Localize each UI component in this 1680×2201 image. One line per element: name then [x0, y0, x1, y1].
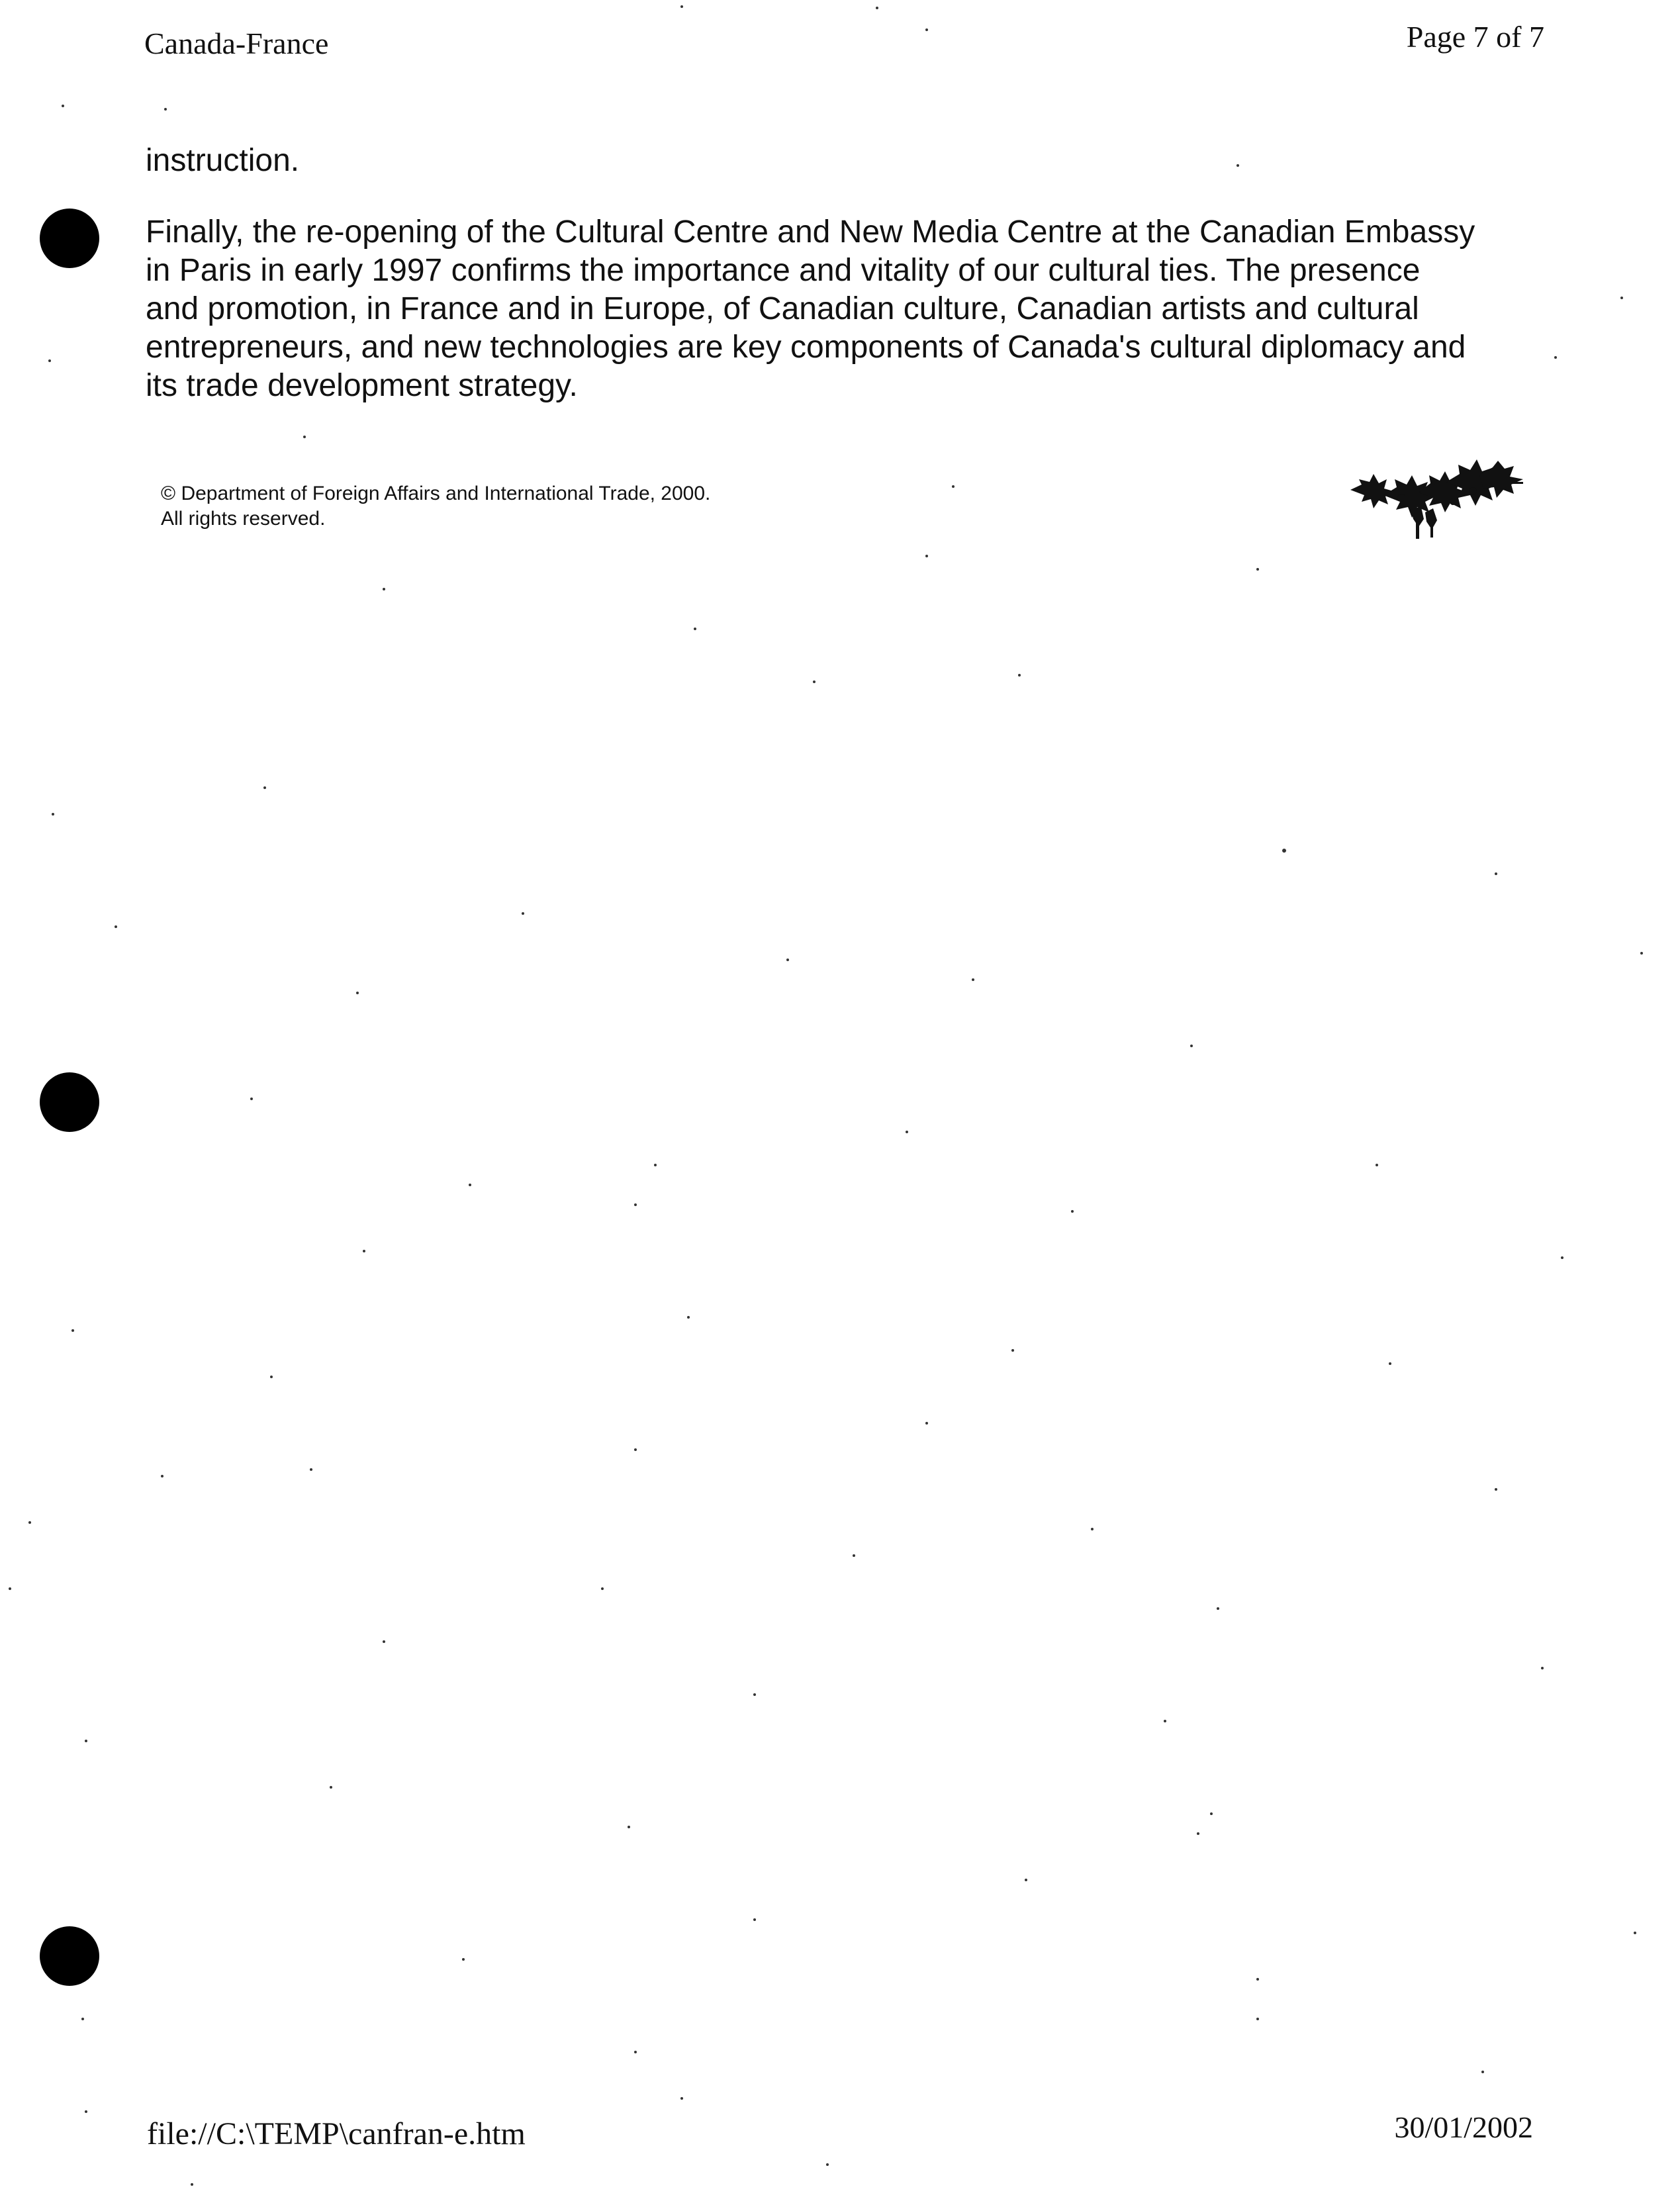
- paragraph-line: its trade development strategy.: [146, 368, 578, 403]
- maple-leaves-logo-icon: [1347, 455, 1526, 541]
- continuation-text: instruction.: [146, 143, 300, 178]
- punch-hole-icon: [40, 1926, 99, 1986]
- file-path: file://C:\TEMP\canfran-e.htm: [147, 2116, 526, 2151]
- paragraph-line: entrepreneurs, and new technologies are key components of Canada's cultural diplomacy and: [146, 330, 1466, 365]
- body-paragraph: [146, 213, 1556, 405]
- punch-hole-icon: [40, 209, 99, 268]
- copyright-line: © Department of Foreign Affairs and International Trade, 2000.: [161, 483, 711, 504]
- paragraph-line: Finally, the re-opening of the Cultural Centre and New Media Centre at the Canadian Embassy: [146, 214, 1475, 250]
- paragraph-line: and promotion, in France and in Europe, of Canadian culture, Canadian artists and cultural: [146, 291, 1419, 326]
- page-number: Page 7 of 7: [1406, 20, 1544, 54]
- page-header-title: Canada-France: [144, 26, 329, 60]
- rights-line: All rights reserved.: [161, 508, 326, 530]
- print-date: 30/01/2002: [1394, 2110, 1533, 2144]
- paragraph-line: in Paris in early 1997 confirms the importance and vitality of our cultural ties. The presence: [146, 253, 1421, 288]
- punch-hole-icon: [40, 1072, 99, 1132]
- copyright-notice: [161, 481, 710, 532]
